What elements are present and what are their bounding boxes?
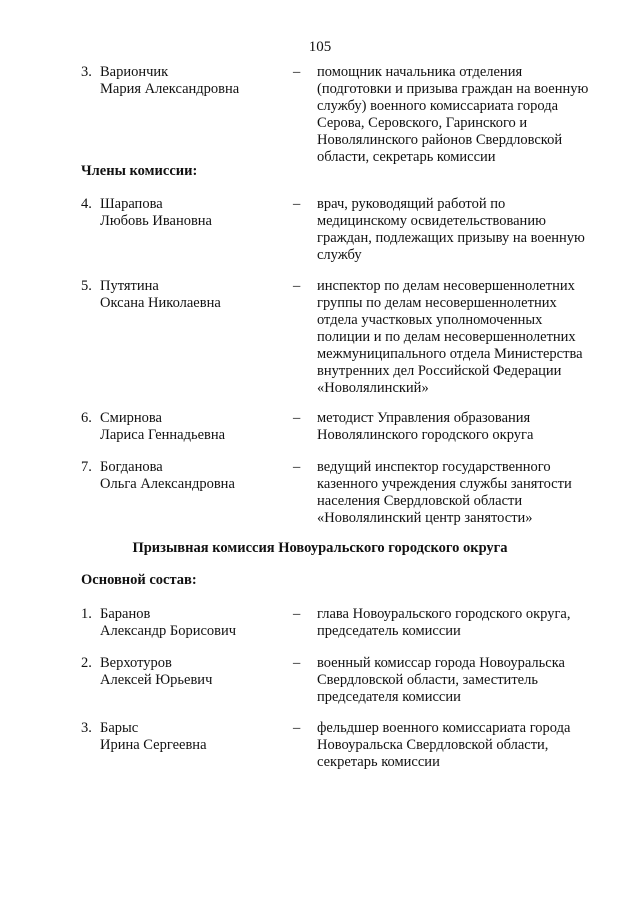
dash-separator: – bbox=[293, 459, 301, 475]
member-given-name: Алексей Юрьевич bbox=[100, 672, 213, 688]
dash-separator: – bbox=[293, 64, 301, 80]
role-line: глава Новоуральского городского округа, bbox=[317, 606, 571, 622]
member-given-name: Оксана Николаевна bbox=[100, 295, 221, 311]
dash-separator: – bbox=[293, 606, 301, 622]
role-line: военный комиссар города Новоуральска bbox=[317, 655, 565, 671]
member-surname: Смирнова bbox=[100, 410, 162, 426]
member-name bbox=[100, 410, 290, 444]
role-line: помощник начальника отделения bbox=[317, 64, 523, 80]
member-surname: Баранов bbox=[100, 606, 151, 622]
member-number: 6. bbox=[81, 410, 92, 426]
role-line: (подготовки и призыва граждан на военную bbox=[317, 81, 589, 97]
main-composition-heading: Основной состав: bbox=[81, 572, 197, 588]
member-surname: Верхотуров bbox=[100, 655, 172, 671]
member-surname: Вариончик bbox=[100, 64, 169, 80]
member-number: 2. bbox=[81, 655, 92, 671]
dash-separator: – bbox=[293, 278, 301, 294]
role-line: председатель комиссии bbox=[317, 623, 461, 639]
member-role bbox=[317, 64, 607, 166]
member-given-name: Ольга Александровна bbox=[100, 476, 235, 492]
role-line: службу bbox=[317, 247, 362, 263]
member-role bbox=[317, 196, 607, 264]
role-line: Свердловской области, заместитель bbox=[317, 672, 538, 688]
role-line: области, секретарь комиссии bbox=[317, 149, 496, 165]
member-number: 4. bbox=[81, 196, 92, 212]
role-line: Новоуральска Свердловской области, bbox=[317, 737, 549, 753]
member-role bbox=[317, 606, 607, 640]
members-heading: Члены комиссии: bbox=[81, 163, 198, 179]
role-line: казенного учреждения службы занятости bbox=[317, 476, 572, 492]
member-name bbox=[100, 64, 290, 98]
role-line: населения Свердловской области bbox=[317, 493, 523, 509]
member-role bbox=[317, 278, 607, 397]
member-number: 1. bbox=[81, 606, 92, 622]
member-name bbox=[100, 606, 290, 640]
member-name bbox=[100, 720, 290, 754]
member-name bbox=[100, 278, 290, 312]
member-number: 3. bbox=[81, 720, 92, 736]
member-number: 7. bbox=[81, 459, 92, 475]
role-line: межмуниципального отдела Министерства bbox=[317, 346, 583, 362]
page-number: 105 bbox=[308, 39, 332, 55]
commission-heading: Призывная комиссия Новоуральского городского округа bbox=[132, 540, 508, 556]
role-line: фельдшер военного комиссариата города bbox=[317, 720, 571, 736]
role-line: секретарь комиссии bbox=[317, 754, 440, 770]
member-surname: Богданова bbox=[100, 459, 163, 475]
role-line: методист Управления образования bbox=[317, 410, 531, 426]
dash-separator: – bbox=[293, 196, 301, 212]
role-line: «Новолялинский центр занятости» bbox=[317, 510, 533, 526]
member-surname: Шарапова bbox=[100, 196, 163, 212]
role-line: ведущий инспектор государственного bbox=[317, 459, 551, 475]
role-line: граждан, подлежащих призыву на военную bbox=[317, 230, 585, 246]
role-line: Новолялинского районов Свердловской bbox=[317, 132, 563, 148]
member-given-name: Ирина Сергеевна bbox=[100, 737, 207, 753]
member-given-name: Лариса Геннадьевна bbox=[100, 427, 226, 443]
role-line: полиции и по делам несовершеннолетних bbox=[317, 329, 576, 345]
member-number: 5. bbox=[81, 278, 92, 294]
member-role bbox=[317, 720, 607, 771]
member-surname: Путятина bbox=[100, 278, 159, 294]
role-line: группы по делам несовершеннолетних bbox=[317, 295, 557, 311]
member-name bbox=[100, 655, 290, 689]
member-name bbox=[100, 459, 290, 493]
member-number: 3. bbox=[81, 64, 92, 80]
dash-separator: – bbox=[293, 720, 301, 736]
member-given-name: Мария Александровна bbox=[100, 81, 240, 97]
role-line: председателя комиссии bbox=[317, 689, 461, 705]
role-line: «Новолялинский» bbox=[317, 380, 429, 396]
role-line: отдела участковых уполномоченных bbox=[317, 312, 543, 328]
member-given-name: Александр Борисович bbox=[100, 623, 237, 639]
member-role bbox=[317, 459, 607, 527]
role-line: службу) военного комиссариата города bbox=[317, 98, 559, 114]
dash-separator: – bbox=[293, 410, 301, 426]
role-line: Серова, Серовского, Гаринского и bbox=[317, 115, 528, 131]
member-given-name: Любовь Ивановна bbox=[100, 213, 212, 229]
role-line: внутренних дел Российской Федерации bbox=[317, 363, 562, 379]
dash-separator: – bbox=[293, 655, 301, 671]
member-name bbox=[100, 196, 290, 230]
role-line: врач, руководящий работой по bbox=[317, 196, 506, 212]
role-line: инспектор по делам несовершеннолетних bbox=[317, 278, 575, 294]
role-line: Новолялинского городского округа bbox=[317, 427, 534, 443]
role-line: медицинскому освидетельствованию bbox=[317, 213, 546, 229]
member-role bbox=[317, 655, 607, 706]
member-role bbox=[317, 410, 607, 444]
member-surname: Барыс bbox=[100, 720, 139, 736]
